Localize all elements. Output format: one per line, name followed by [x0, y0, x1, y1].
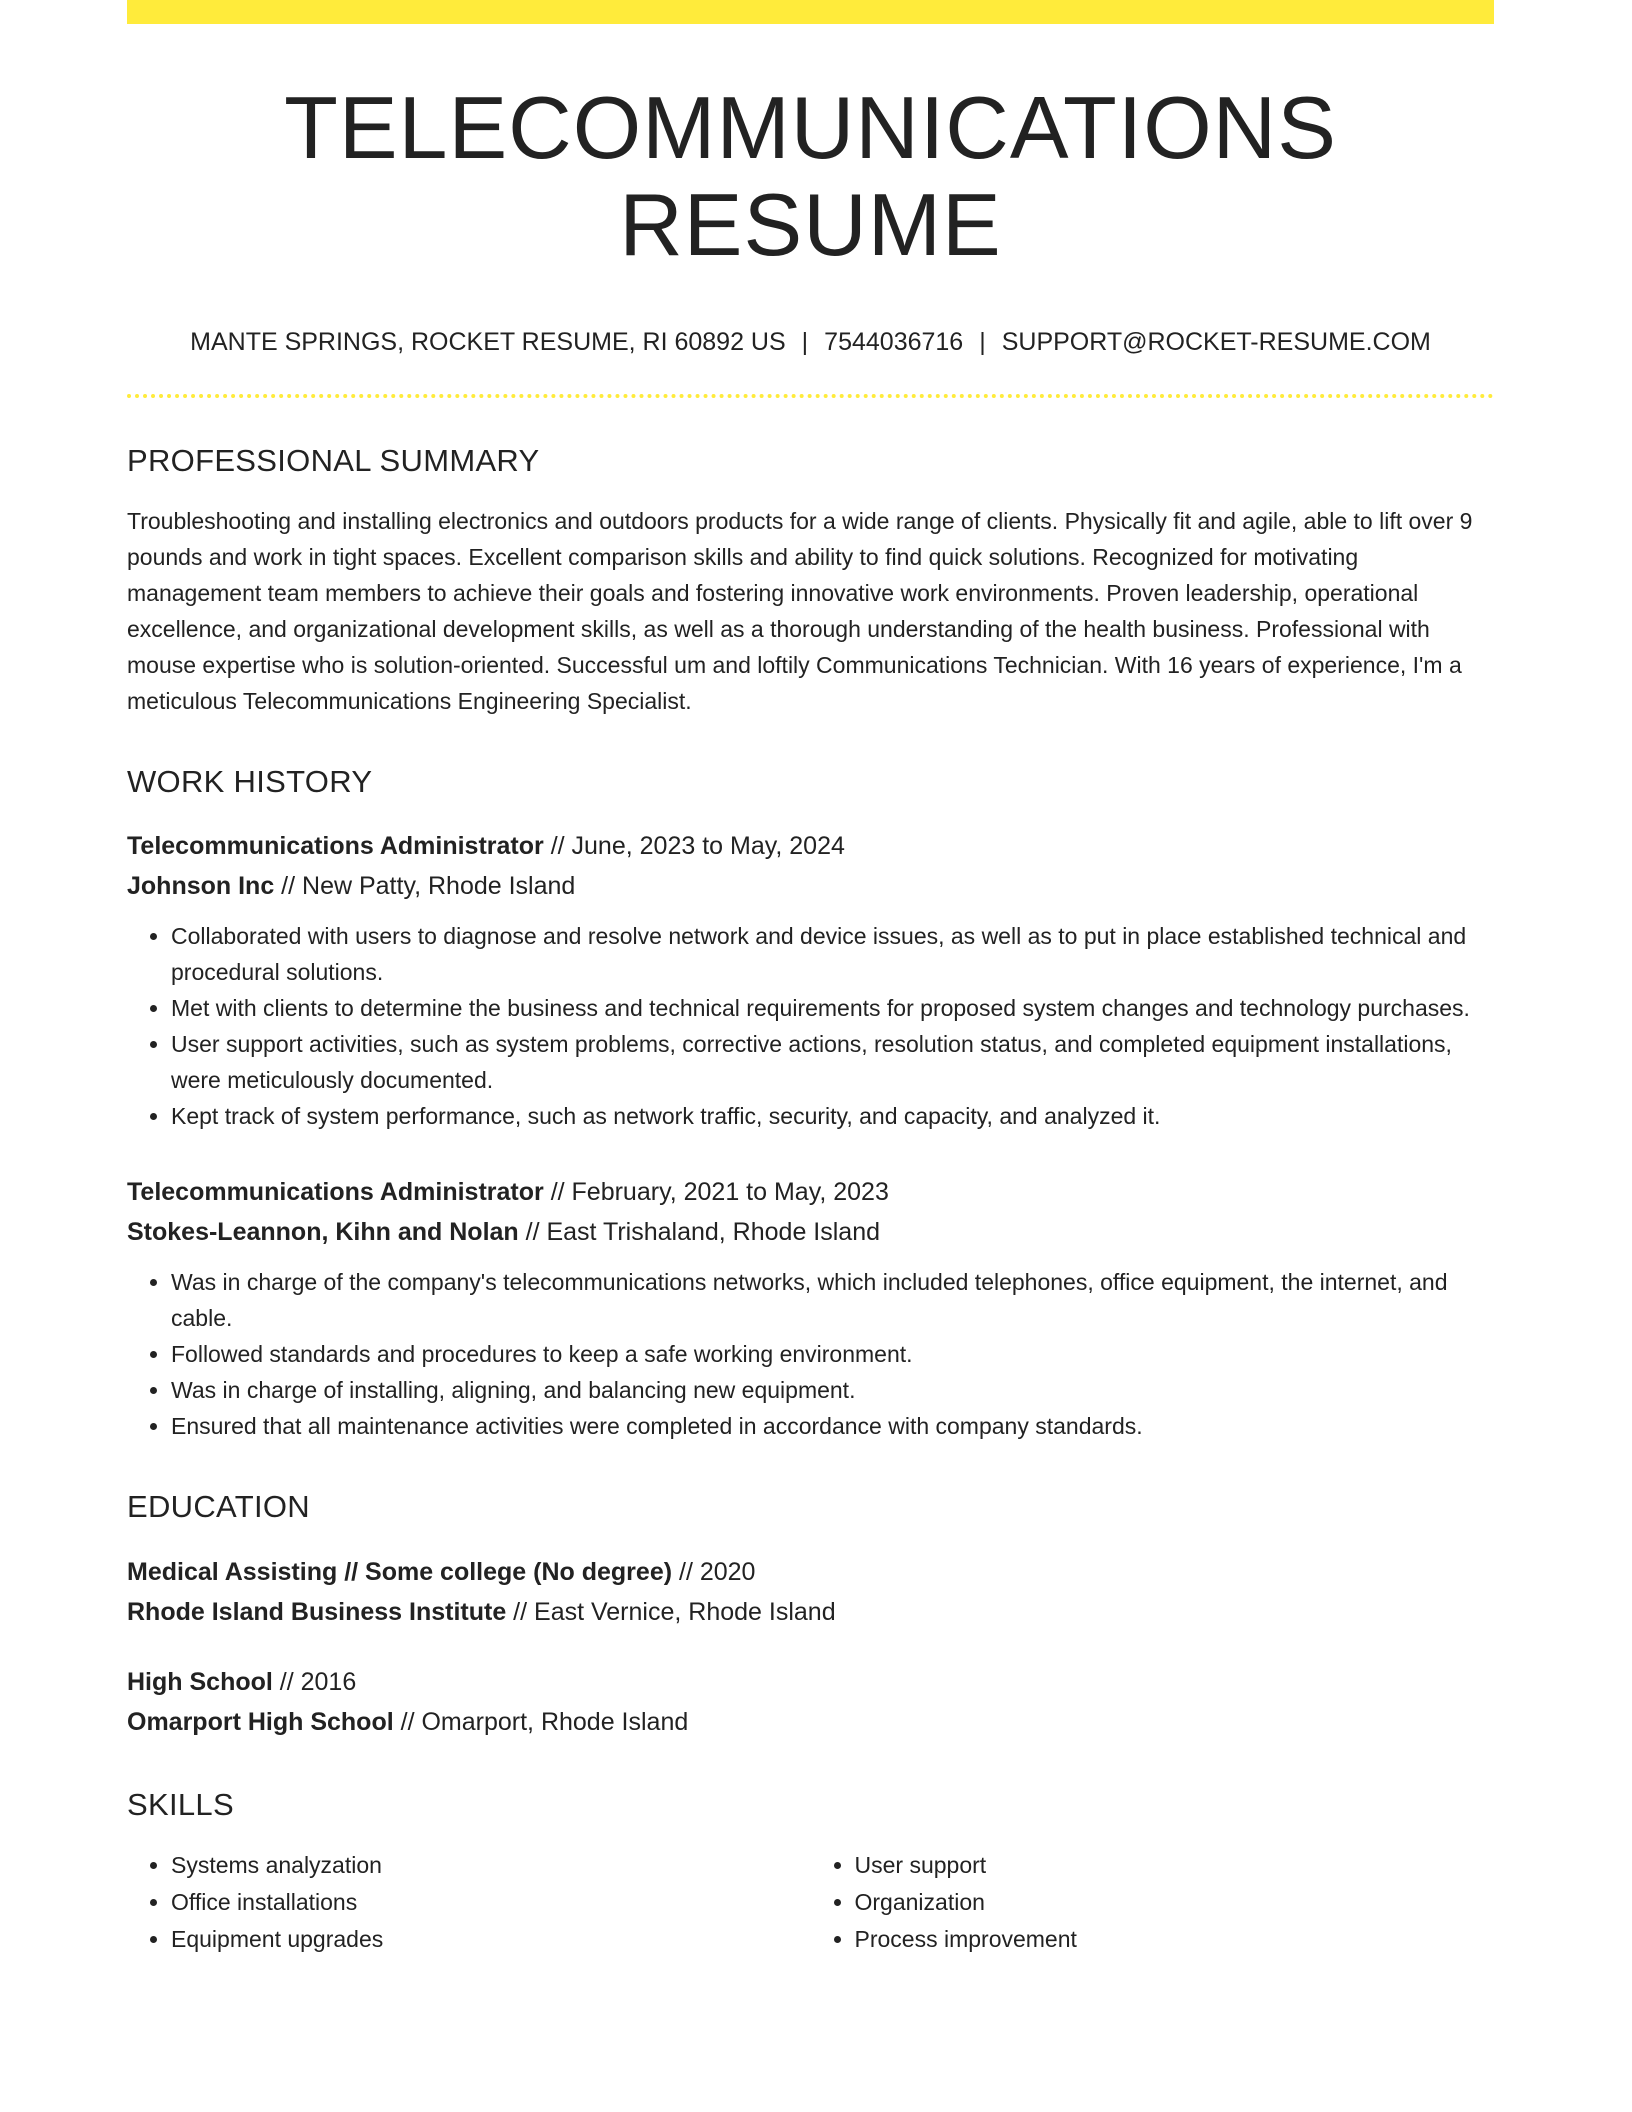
list-item: • Was in charge of installing, aligning, and balancing new equipment. — [171, 1372, 1494, 1408]
job-role: Telecommunications Administrator — [127, 1178, 544, 1207]
skills-grid — [127, 1847, 1494, 1958]
degree-line — [127, 1552, 1494, 1592]
contact-separator: | — [979, 327, 986, 356]
job-location: // East Trishaland, Rhode Island — [518, 1218, 881, 1247]
contact-line — [127, 326, 1494, 359]
work-history-heading: WORK HISTORY — [127, 764, 373, 800]
degree-line — [127, 1662, 1494, 1702]
education-entry — [127, 1552, 1494, 1632]
list-item: • Followed standards and procedures to keep a safe working environment. — [171, 1336, 1494, 1372]
list-item: • Collaborated with users to diagnose and resolve network and device issues, as well as to put in place established technical and procedural solutions. — [171, 918, 1494, 990]
list-item: • Kept track of system performance, such as network traffic, security, and capacity, and analyzed it. — [171, 1098, 1494, 1134]
degree-year: // 2016 — [272, 1667, 357, 1696]
summary-text: Troubleshooting and installing electronics and outdoors products for a wide range of clients. Physically fit and agile, able to lift over 9 pounds and work in tight spaces. Excellent comparison skills and ability to find quick solutions. Recognized for motivating management team members to achieve their goals and fostering innovative work environments. Proven leadership, operational excellence, and organizational development skills, as well as a thorough understanding of the health business. Professional with mouse expertise who is solution-oriented. Successful um and loftily Communications Technician. With 16 years of experience, I'm a meticulous Telecommunications Engineering Specialist. — [127, 508, 1473, 715]
job-company-line — [127, 1212, 1494, 1252]
job-dates: // June, 2023 to May, 2024 — [543, 832, 845, 861]
job-bullets — [127, 918, 1494, 1134]
job-entry — [127, 826, 1494, 1134]
summary-heading: PROFESSIONAL SUMMARY — [127, 443, 540, 479]
school-name: Rhode Island Business Institute — [127, 1597, 507, 1626]
job-company-line — [127, 866, 1494, 906]
job-company: Stokes-Leannon, Kihn and Nolan — [127, 1218, 519, 1247]
job-entry — [127, 1172, 1494, 1444]
school-line — [127, 1592, 1494, 1632]
resume-page — [127, 0, 1494, 1958]
job-role: Telecommunications Administrator — [127, 832, 544, 861]
job-bullets — [127, 1264, 1494, 1444]
job-location: // New Patty, Rhode Island — [274, 872, 576, 901]
list-item: • Met with clients to determine the business and technical requirements for proposed system changes and technology purchases. — [171, 990, 1494, 1026]
degree-name: High School — [127, 1667, 273, 1696]
contact-separator: | — [801, 327, 809, 356]
skill-item: • Office installations — [171, 1884, 811, 1921]
school-line — [127, 1702, 1494, 1742]
skills-column-left — [127, 1847, 811, 1958]
list-item: • Ensured that all maintenance activities were completed in accordance with company standards. — [171, 1408, 1494, 1444]
skill-item: • Equipment upgrades — [171, 1921, 811, 1958]
address-text: MANTE SPRINGS, ROCKET RESUME, RI 60892 US — [190, 327, 786, 356]
skill-item: • User support — [855, 1847, 1495, 1884]
resume-title: TELECOMMUNICATIONS RESUME — [284, 78, 1337, 274]
education-entry — [127, 1662, 1494, 1742]
skill-item: • Process improvement — [855, 1921, 1495, 1958]
job-company: Johnson Inc — [127, 872, 275, 901]
accent-bar — [127, 0, 1494, 24]
list-item: • User support activities, such as system problems, corrective actions, resolution status, and completed equipment installations, were meticulously documented. — [171, 1026, 1494, 1098]
job-title-line — [127, 826, 1494, 866]
job-title-line — [127, 1172, 1494, 1212]
degree-year: // 2020 — [672, 1557, 756, 1586]
phone-text: 7544036716 — [824, 327, 964, 356]
skills-column-right — [811, 1847, 1495, 1958]
skill-item: • Systems analyzation — [171, 1847, 811, 1884]
list-item: • Was in charge of the company's telecommunications networks, which included telephones, office equipment, the internet, and cable. — [171, 1264, 1494, 1336]
school-location: // Omarport, Rhode Island — [393, 1707, 689, 1736]
school-location: // East Vernice, Rhode Island — [506, 1597, 836, 1626]
job-dates: // February, 2021 to May, 2023 — [543, 1178, 889, 1207]
dotted-divider — [127, 394, 1494, 398]
school-name: Omarport High School — [127, 1707, 394, 1736]
education-heading: EDUCATION — [127, 1489, 310, 1525]
skill-item: • Organization — [855, 1884, 1495, 1921]
degree-name: Medical Assisting // Some college (No degree) — [127, 1557, 673, 1586]
email-link[interactable]: SUPPORT@ROCKET-RESUME.COM — [1001, 327, 1431, 356]
skills-heading: SKILLS — [127, 1786, 234, 1822]
